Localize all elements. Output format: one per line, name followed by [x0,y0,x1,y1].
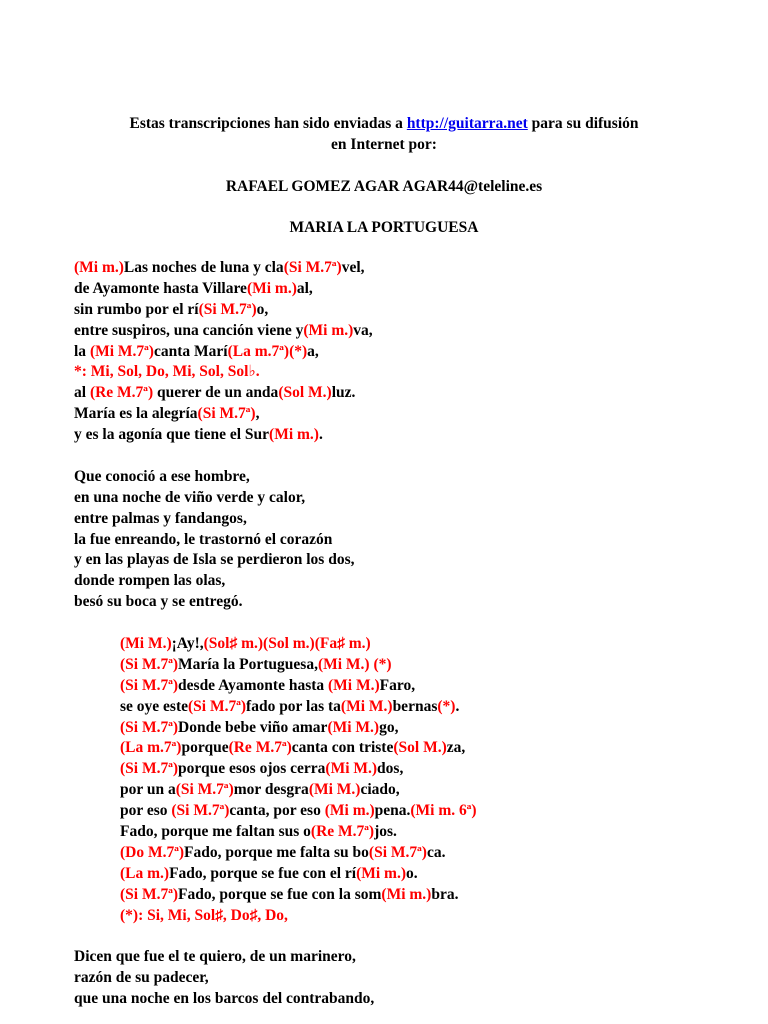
intro-text-end: para su difusión [527,115,639,132]
lyric-text: al [74,384,90,402]
chord: (Mi m.) [356,864,406,882]
lyric-text: go, [379,718,399,736]
chord: (Re M.7ª) [310,823,375,841]
lyric-line [74,780,754,801]
chord: (Si M.7ª) [175,781,234,799]
chord: (Si M.7ª) [120,760,179,778]
chord: (Si M.7ª) [120,655,179,673]
lyric-line [74,321,754,342]
lyric-text: Fado, porque me faltan sus o [120,823,311,841]
lyric-text: Fado, porque se fue con el rí [169,864,357,882]
lyric-line [74,279,754,300]
lyric-line [74,362,754,383]
lyric-line [74,509,754,530]
chord: (Si M.7ª) [120,676,179,694]
chord: (Mi m.) [381,885,432,903]
chord: (Si M.7ª) [188,697,247,715]
lyric-text: besó su boca y se entregó. [74,593,243,611]
lyric-text: Fado, porque se fue con la som [178,885,382,903]
lyric-line [74,843,754,864]
lyric-text: ciado, [360,781,400,799]
lyric-text: donde rompen las olas, [74,572,226,590]
song-title: MARIA LA PORTUGUESA [289,219,479,236]
chord: (Sol M.) [278,384,332,402]
lyric-line [74,801,754,822]
chord: (La m.7ª) [120,739,182,757]
lyric-text: María la Portuguesa, [178,655,318,673]
chord: (Mi M.) [327,718,380,736]
lyric-line [74,697,754,718]
lyric-line [74,906,754,927]
chord: (Mi M.) [120,635,172,653]
lyric-text: desde Ayamonte hasta [178,676,329,694]
chord: (Do M.7ª) [120,843,185,861]
chord: *: Mi, Sol, Do, Mi, Sol, Sol♭. [74,363,260,381]
lyric-text: Las noches de luna y cla [123,259,284,276]
lyric-text: canta Marí [153,342,228,360]
lyric-text: porque [181,739,229,757]
chord: (Mi M.) [308,781,361,799]
chord: (La m.7ª)(*) [227,342,308,360]
lyric-line [74,592,754,613]
chord: (*) [437,697,456,715]
lyric-text: Faro, [379,676,416,694]
lyric-text: jos. [374,823,397,841]
chord: (Si M.7ª) [120,718,179,736]
lyric-text: . [318,426,323,444]
chord: (Si M.7ª) [198,300,257,318]
lyric-text: za, [446,739,466,757]
lyric-line [74,989,754,1010]
chord: (Sol M.) [393,739,447,757]
blank-line [74,927,754,948]
chord: (Mi m.) [74,259,124,276]
lyric-line [74,738,754,759]
lyric-text: ¡Ay!, [171,635,204,653]
lyric-text: se oye este [120,697,188,715]
lyric-text: mor desgra [233,781,309,799]
lyric-text: Dicen que fue el te quiero, de un marinero, [74,948,356,966]
chord: (Re M.7ª) [89,384,154,402]
chord: (Si M.7ª) [368,843,427,861]
lyric-text: canta con triste [291,739,394,757]
lyric-text: o, [256,300,269,318]
lyric-line [74,404,754,425]
lyric-text: ca. [426,843,446,861]
lyric-text: por eso [120,802,172,820]
lyric-line [74,550,754,571]
lyric-line [74,968,754,989]
intro-paragraph [0,113,768,155]
lyric-line [74,655,754,676]
lyrics-body [74,258,754,1010]
blank-line [74,613,754,634]
lyric-text: , [255,405,260,423]
lyric-text: la fue enreando, le trastornó el corazón [74,530,333,548]
lyric-text: entre palmas y fandangos, [74,509,247,527]
chord: (La m.) [120,864,170,882]
chord: (Mi m. 6ª) [410,802,477,820]
lyric-text: va, [353,321,373,339]
intro-text: Estas transcripciones han sido enviadas a [129,115,407,132]
lyric-line [74,300,754,321]
lyric-text: entre suspiros, una canción viene y [74,321,304,339]
lyric-text: canta, por eso [229,802,325,820]
lyric-line [74,718,754,739]
chord: (Mi M.) [340,697,393,715]
lyric-text: bra. [431,885,459,903]
chord: (Si M.7ª) [171,802,230,820]
chord: (Mi M.7ª) [89,342,154,360]
chord: (Mi M.) [325,760,378,778]
lyric-line [74,342,754,363]
lyric-text: luz. [331,384,356,402]
lyric-text: Fado, porque me falta su bo [184,843,369,861]
lyric-line [74,864,754,885]
lyric-text: o. [406,864,418,882]
lyric-line [74,530,754,551]
lyric-text: pena. [374,802,411,820]
chord: (*): Si, Mi, Sol♯, Do♯, Do, [120,906,288,924]
lyric-text: en una noche de viño verde y calor, [74,488,306,506]
blank-line [74,446,754,467]
lyric-text: y es la agonía que tiene el Sur [74,426,270,444]
chord: (Re M.7ª) [228,739,292,757]
lyric-text: y en las playas de Isla se perdieron los dos, [74,551,355,569]
lyric-line [74,488,754,509]
lyric-text: sin rumbo por el rí [74,300,199,318]
chord: (Mi M.) [328,676,380,694]
lyric-text: Que conoció a ese hombre, [74,467,250,485]
intro-line-1 [0,113,768,134]
chord: (Si M.7ª) [283,259,342,276]
lyric-line [74,947,754,968]
lyric-text: fado por las ta [246,697,341,715]
lyric-text: la [74,342,90,360]
lyric-line [74,676,754,697]
lyric-text: al, [296,279,313,297]
chord: (Mi m.) [303,321,354,339]
chord: (Si M.7ª) [197,405,256,423]
lyric-line [74,258,754,279]
lyric-text: vel, [341,259,365,276]
lyric-line [74,425,754,446]
lyric-text: bernas [392,697,438,715]
lyric-text: razón de su padecer, [74,969,209,987]
lyric-text: de Ayamonte hasta Villare [74,279,247,297]
chord: (Mi M.) (*) [317,655,392,673]
lyric-line [74,822,754,843]
lyric-text: dos, [377,760,404,778]
lyric-text: por un a [120,781,176,799]
chord: (Sol♯ m.)(Sol m.)(Fa♯ m.) [203,635,371,653]
chord: (Mi m.) [246,279,297,297]
chord: (Mi m.) [324,802,375,820]
chord: (Si M.7ª) [120,885,179,903]
lyric-text: querer de un anda [153,384,279,402]
lyric-text: porque esos ojos cerra [178,760,326,778]
lyric-line [74,759,754,780]
intro-line-2: en Internet por: [331,136,437,153]
guitarra-link[interactable]: http://guitarra.net [406,115,528,132]
chord: (Mi m.) [269,426,319,444]
lyric-text: a, [307,342,319,360]
lyric-line [74,467,754,488]
lyric-text: . [455,697,460,715]
lyric-line [74,383,754,404]
lyric-line [74,571,754,592]
lyric-text: que una noche en los barcos del contrabando, [74,990,375,1008]
author-line: RAFAEL GOMEZ AGAR AGAR44@teleline.es [225,178,543,195]
lyric-text: María es la alegría [74,405,198,423]
lyric-line [74,885,754,906]
lyric-text: Donde bebe viño amar [178,718,328,736]
lyric-line [74,634,754,655]
